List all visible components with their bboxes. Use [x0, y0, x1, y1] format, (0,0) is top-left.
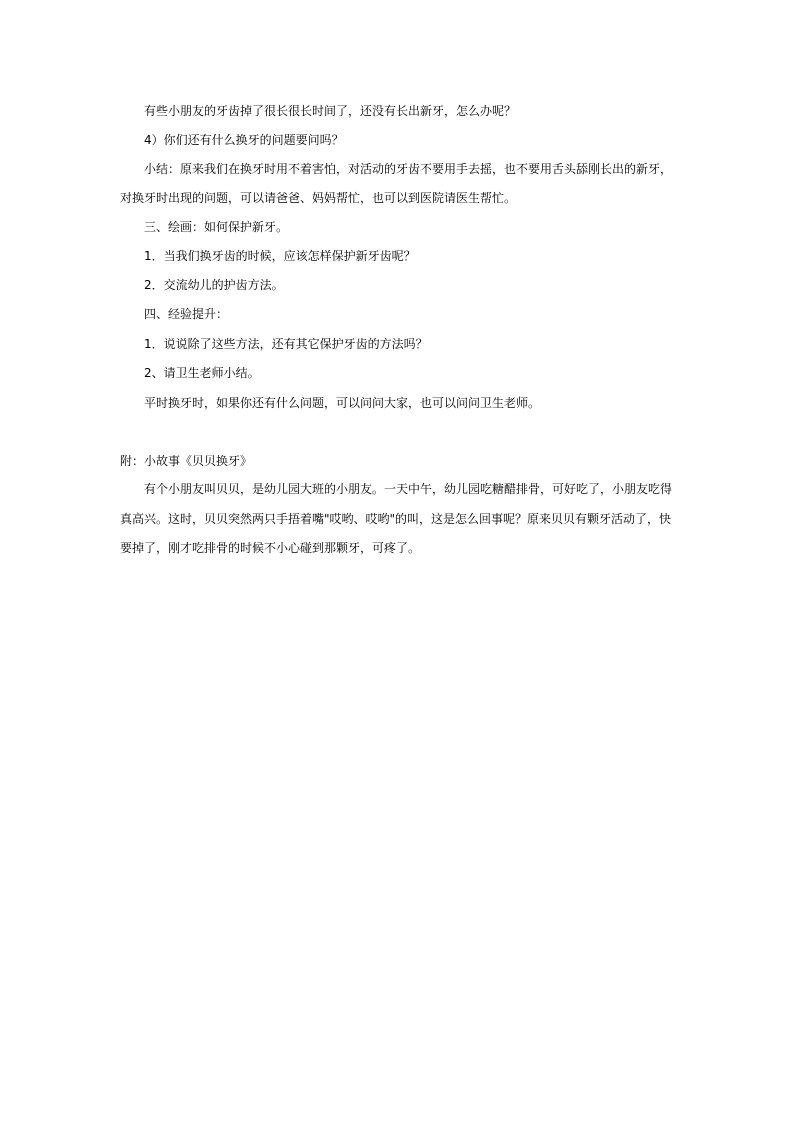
paragraph-item-1-other-methods: 1．说说除了这些方法，还有其它保护牙齿的方法吗？	[144, 337, 428, 351]
paragraph-question-no-new-teeth: 有些小朋友的牙齿掉了很长很长时间了，还没有长出新牙，怎么办呢？	[144, 104, 517, 118]
paragraph-item-1-protect: 1．当我们换牙齿的时候，应该怎样保护新牙齿呢？	[144, 249, 416, 263]
paragraph-summary-line-1: 小结：原来我们在换牙时用不着害怕，对活动的牙齿不要用手去摇，也不要用舌头舔刚长出的新牙，	[144, 162, 673, 176]
appendix-story-line-1: 有个小朋友叫贝贝，是幼儿园大班的小朋友。一天中午，幼儿园吃糖醋排骨，可好吃了，小朋友吃得	[144, 482, 673, 496]
paragraph-question-4: 4）你们还有什么换牙的问题要问吗？	[144, 133, 344, 147]
section-heading-drawing: 三、绘画：如何保护新牙。	[144, 220, 289, 234]
section-heading-experience: 四、经验提升：	[144, 307, 229, 321]
appendix-title: 附：小故事《贝贝换牙》	[120, 454, 253, 468]
paragraph-item-2-teacher-summary: 2、请卫生老师小结。	[144, 366, 260, 380]
paragraph-item-2-exchange: 2．交流幼儿的护齿方法。	[144, 278, 284, 292]
appendix-story-line-3: 要掉了，刚才吃排骨的时候不小心碰到那颗牙，可疼了。	[120, 541, 421, 555]
appendix-story-line-2: 真高兴。这时，贝贝突然两只手捂着嘴"哎哟、哎哟"的叫，这是怎么回事呢？原来贝贝有颗牙活动了，快	[120, 512, 672, 526]
paragraph-closing: 平时换牙时，如果你还有什么问题，可以问问大家，也可以问问卫生老师。	[144, 396, 541, 410]
paragraph-summary-line-2: 对换牙时出现的问题，可以请爸爸、妈妈帮忙，也可以到医院请医生帮忙。	[120, 191, 517, 205]
